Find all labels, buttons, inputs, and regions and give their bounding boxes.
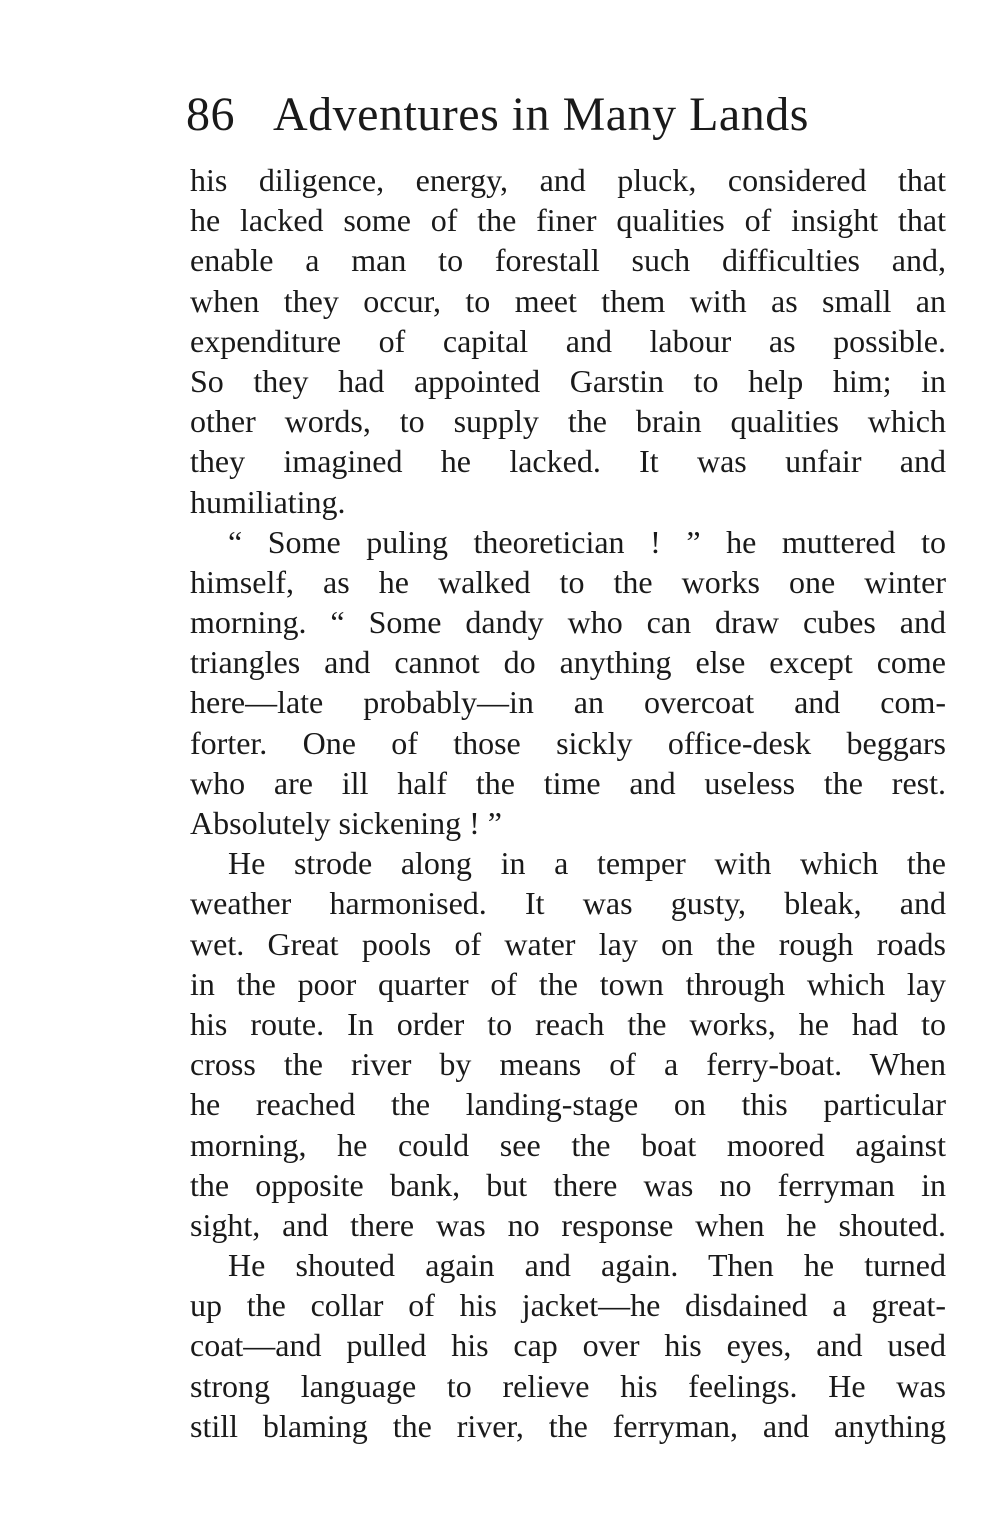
text-line: his route. In order to reach the works, he had to <box>190 1005 946 1042</box>
text-line: himself, as he walked to the works one winter <box>190 563 946 600</box>
text-line: humiliating. <box>190 483 346 520</box>
text-line: strong language to relieve his feelings. He was <box>190 1367 946 1404</box>
text-line: up the collar of his jacket—he disdained a great- <box>190 1287 946 1324</box>
text-line: sight, and there was no response when he shouted. <box>190 1206 946 1243</box>
text-line: in the poor quarter of the town through which lay <box>190 965 946 1002</box>
running-title: Adventures in Many Lands <box>273 88 809 141</box>
text-line: cross the river by means of a ferry-boat. When <box>190 1046 946 1083</box>
running-head <box>186 84 916 146</box>
text-line: other words, to supply the brain qualities which <box>190 403 946 440</box>
text-line: coat—and pulled his cap over his eyes, and used <box>190 1327 946 1364</box>
text-line: expenditure of capital and labour as possible. <box>190 322 946 359</box>
text-line: still blaming the river, the ferryman, and anything <box>190 1407 946 1444</box>
text-line: when they occur, to meet them with as small an <box>190 282 946 319</box>
text-line: He strode along in a temper with which the <box>228 845 946 882</box>
text-line: here—late probably—in an overcoat and com- <box>190 684 946 721</box>
paragraph-1 <box>190 160 946 522</box>
text-line: Absolutely sickening ! ” <box>190 805 502 841</box>
paragraph-2 <box>190 522 946 844</box>
paragraph-4 <box>190 1245 946 1446</box>
text-line: So they had appointed Garstin to help him; in <box>190 362 946 399</box>
text-line: enable a man to forestall such difficulties and, <box>190 242 946 279</box>
text-line: “ Some puling theoretician ! ” he muttered to <box>228 523 946 560</box>
text-line: they imagined he lacked. It was unfair and <box>190 443 946 480</box>
text-line: he reached the landing-stage on this particular <box>190 1086 946 1123</box>
paragraph-3 <box>190 843 946 1245</box>
body-text <box>190 160 946 1446</box>
text-line: who are ill half the time and useless the rest. <box>190 764 946 801</box>
text-line: forter. One of those sickly office-desk beggars <box>190 724 946 761</box>
text-line: wet. Great pools of water lay on the rough roads <box>190 925 946 962</box>
text-line: his diligence, energy, and pluck, considered that <box>190 162 946 198</box>
text-line: morning, he could see the boat moored against <box>190 1126 946 1163</box>
text-line: triangles and cannot do anything else except come <box>190 644 946 681</box>
text-line: morning. “ Some dandy who can draw cubes and <box>190 604 946 641</box>
text-line: He shouted again and again. Then he turned <box>228 1247 946 1284</box>
text-line: weather harmonised. It was gusty, bleak, and <box>190 885 946 922</box>
text-line: he lacked some of the finer qualities of insight that <box>190 202 946 239</box>
text-line: the opposite bank, but there was no ferryman in <box>190 1166 946 1203</box>
page-number: 86 <box>186 88 235 141</box>
